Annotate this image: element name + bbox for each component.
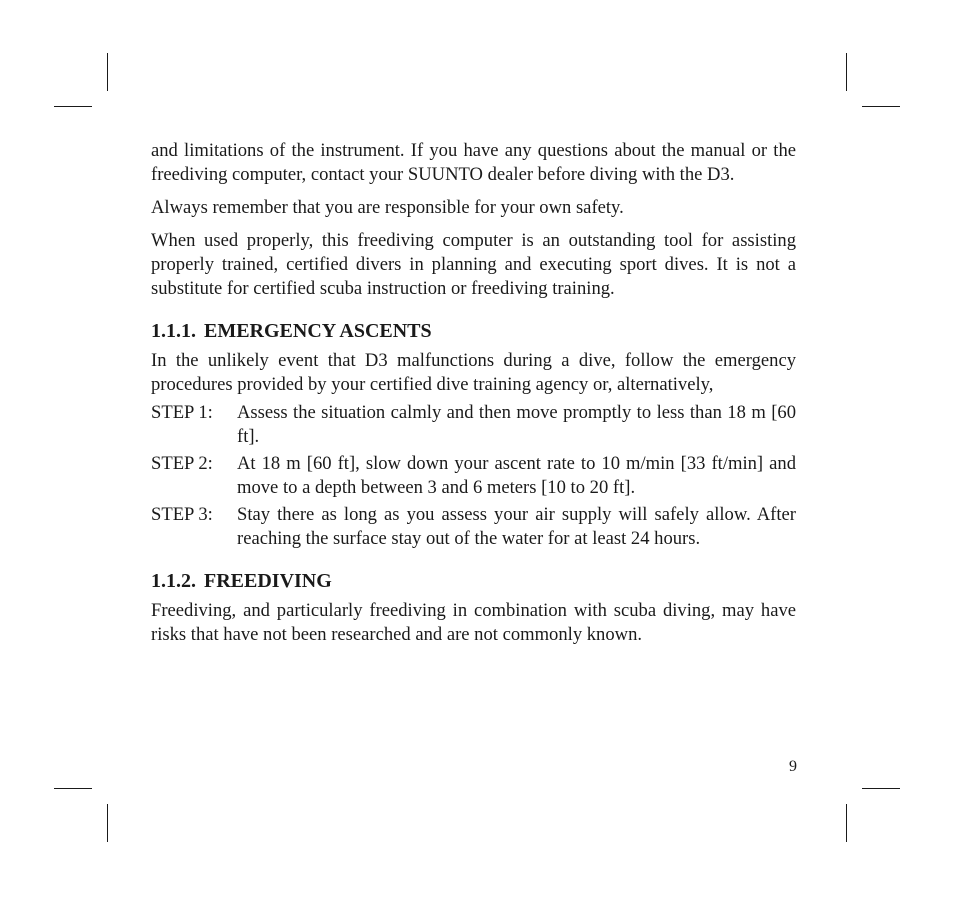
step-text: At 18 m [60 ft], slow down your ascent rate to 10 m/min [33 ft/min] and move to a depth between 3 and 6 meters [10 to 20 ft].	[237, 453, 796, 498]
section-number: 1.1.2.	[151, 570, 196, 592]
intro-paragraph-1: and limitations of the instrument. If you have any questions about the manual or the freediving computer, contact your SUUNTO dealer before diving with the D3.	[151, 140, 796, 185]
section-title: EMERGENCY ASCENTS	[204, 320, 432, 342]
step-text: Stay there as long as you assess your air supply will safely allow. After reaching the surface stay out of the water for at least 24 hours.	[237, 504, 796, 549]
freediving-paragraph: Freediving, and particularly freediving in combination with scuba diving, may have risks that have not been researched and are not commonly known.	[151, 600, 796, 645]
crop-mark-top-left-vertical	[107, 53, 108, 91]
step-label: STEP 1:	[151, 402, 213, 423]
emergency-intro-paragraph: In the unlikely event that D3 malfunctions during a dive, follow the emergency procedures provided by your certified dive training agency or, alternatively,	[151, 350, 796, 395]
section-number: 1.1.1.	[151, 320, 196, 342]
section-title: FREEDIVING	[204, 570, 332, 592]
crop-mark-bottom-left-vertical	[107, 804, 108, 842]
step-item	[151, 452, 796, 500]
intro-paragraph-2: Always remember that you are responsible for your own safety.	[151, 197, 624, 218]
section-heading-emergency-ascents	[151, 319, 796, 343]
step-item	[151, 401, 796, 449]
step-label: STEP 3:	[151, 504, 213, 525]
step-text: Assess the situation calmly and then move promptly to less than 18 m [60 ft].	[237, 402, 796, 447]
intro-paragraph-3: When used properly, this freediving computer is an outstanding tool for assisting properly trained, certified divers in planning and executing sport dives. It is not a substitute for certified scuba instruction or freediving training.	[151, 230, 796, 299]
step-label: STEP 2:	[151, 453, 213, 474]
step-item	[151, 503, 796, 551]
section-heading-freediving	[151, 569, 796, 593]
page-number: 9	[789, 758, 797, 775]
crop-mark-bottom-right-vertical	[846, 804, 847, 842]
crop-mark-bottom-left-horizontal	[54, 788, 92, 789]
page-body	[151, 139, 796, 657]
crop-mark-top-right-horizontal	[862, 106, 900, 107]
crop-mark-top-right-vertical	[846, 53, 847, 91]
crop-mark-top-left-horizontal	[54, 106, 92, 107]
crop-mark-bottom-right-horizontal	[862, 788, 900, 789]
